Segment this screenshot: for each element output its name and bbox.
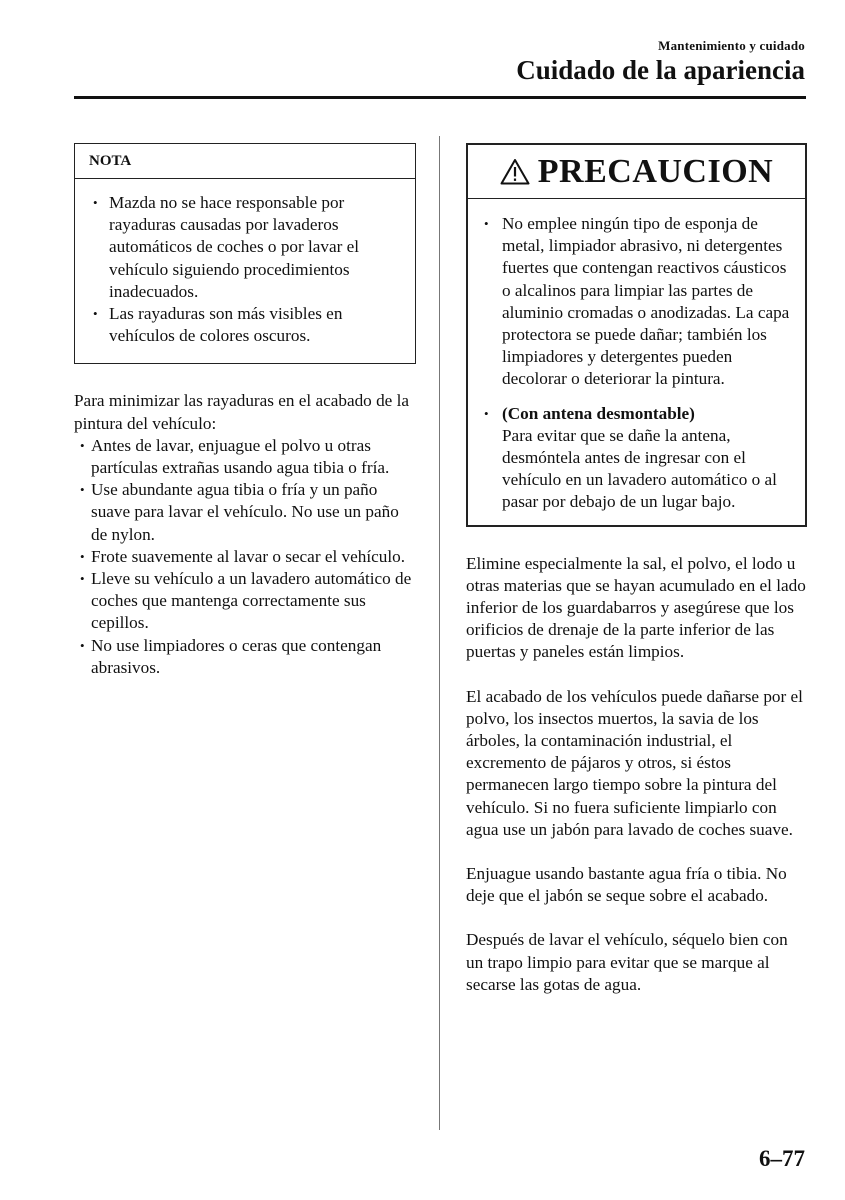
page-title: Cuidado de la apariencia	[516, 55, 805, 85]
list-item: • Antes de lavar, enjuague el polvo u otras partículas extrañas usando agua tibia o fría.	[74, 435, 416, 479]
caution-item: • No emplee ningún tipo de esponja de metal, limpiador abrasivo, ni detergentes fuertes que contengan reactivos cáusticos o alcalinos para limpiar las partes de aluminio cromadas o anodizadas. La capa protectora se puede dañar; también los limpiadores y detergentes pueden decolorar o deteriorar la pintura.	[481, 213, 797, 391]
warning-triangle-icon	[500, 158, 530, 185]
caution-list	[481, 213, 797, 514]
note-box	[74, 143, 416, 364]
note-heading: NOTA	[75, 144, 415, 179]
note-item: • Las rayaduras son más visibles en vehículos de colores oscuros.	[89, 303, 405, 347]
section-label: Mantenimiento y cuidado	[658, 38, 805, 53]
caution-item-text: Para evitar que se dañe la antena, desmóntela antes de ingresar con el vehículo en un lavadero automático o al pasar por debajo de un lugar bajo.	[502, 425, 777, 512]
body-paragraph: El acabado de los vehículos puede dañarse por el polvo, los insectos muertos, la savia de los árboles, la contaminación industrial, el excremento de pájaros y otros, si éstos permanecen largo tiempo sobre la pintura del vehículo. Si no fuera suficiente limpiarlo con agua use un jabón para lavado de coches suave.	[466, 686, 803, 839]
list-item: • Lleve su vehículo a un lavadero automático de coches que mantenga correctamente sus cepillos.	[74, 568, 416, 635]
caution-title: PRECAUCION	[537, 152, 774, 190]
page-number: 6–77	[759, 1146, 805, 1171]
tips-list	[74, 435, 416, 679]
note-body	[75, 179, 415, 363]
caution-heading	[468, 145, 805, 199]
caution-box	[466, 143, 807, 527]
list-item: • No use limpiadores o ceras que contengan abrasivos.	[74, 635, 416, 679]
note-list	[89, 192, 405, 347]
caution-item-title: • (Con antena desmontable)	[502, 403, 695, 423]
header-rule	[74, 96, 806, 99]
column-divider	[439, 136, 440, 1130]
list-item: • Use abundante agua tibia o fría y un paño suave para lavar el vehículo. No use un paño de nylon.	[74, 479, 416, 546]
body-paragraph: Enjuague usando bastante agua fría o tibia. No deje que el jabón se seque sobre el acabado.	[466, 864, 787, 906]
caution-item	[481, 403, 797, 514]
note-item: • Mazda no se hace responsable por rayaduras causadas por lavaderos automáticos de coches o por lavar el vehículo siguiendo procedimientos inadecuados.	[89, 192, 405, 303]
right-column	[466, 143, 807, 996]
body-paragraph: Después de lavar el vehículo, séquelo bien con un trapo limpio para evitar que se marque al secarse las gotas de agua.	[466, 930, 788, 994]
caution-body	[468, 199, 805, 525]
intro-paragraph: Para minimizar las rayaduras en el acabado de la pintura del vehículo:	[74, 391, 409, 433]
body-paragraph: Elimine especialmente la sal, el polvo, el lodo u otras materias que se hayan acumulado en el lado inferior de los guardabarros y asegúrese que los orificios de drenaje de la parte inferior de las puertas y paneles están limpios.	[466, 553, 806, 662]
left-column	[74, 143, 416, 679]
list-item: • Frote suavemente al lavar o secar el vehículo.	[74, 546, 416, 568]
